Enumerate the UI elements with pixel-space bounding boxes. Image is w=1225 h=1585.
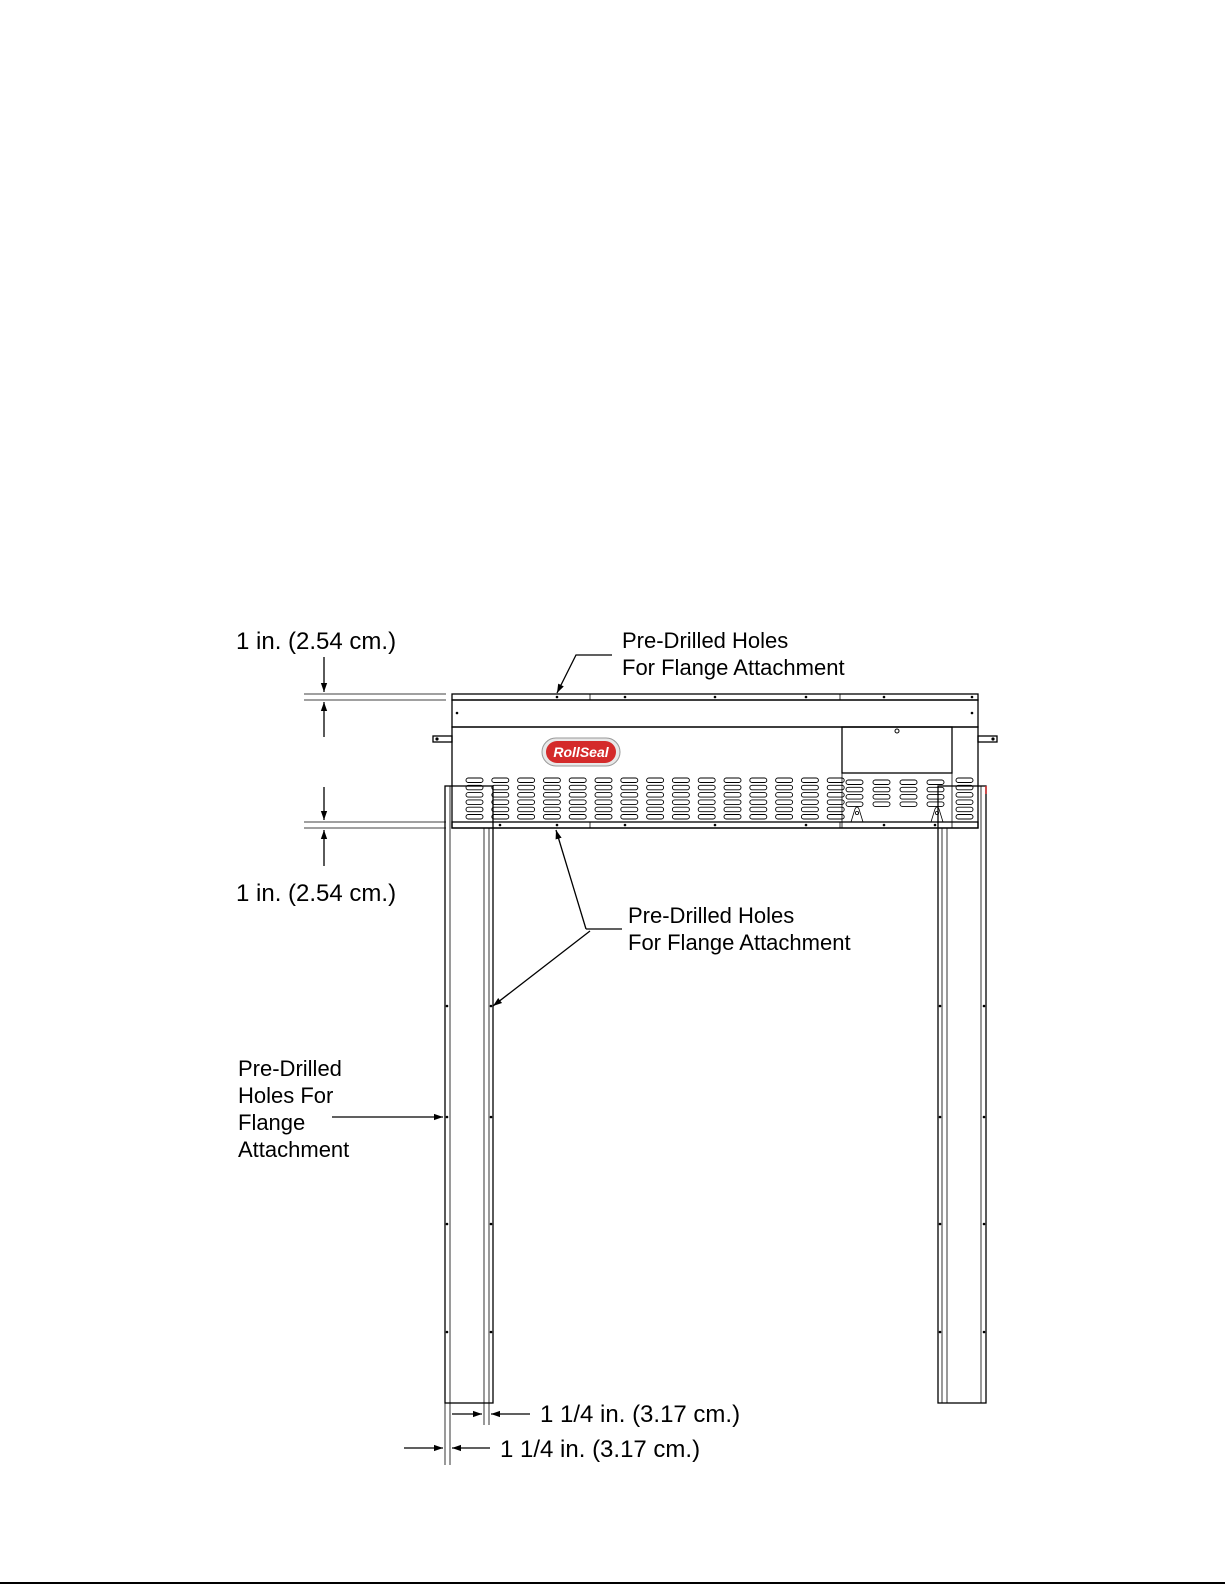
louver-slot <box>595 800 612 805</box>
hole-dot <box>446 1116 449 1119</box>
louver-slot <box>595 815 612 820</box>
louver-slot <box>698 815 715 820</box>
louver-slot <box>927 787 944 792</box>
outer-flange-dimension <box>404 1436 700 1463</box>
louver-slot <box>466 800 483 805</box>
louver-slot <box>492 778 509 783</box>
louver-slot <box>672 785 689 790</box>
left-callout <box>238 1056 443 1162</box>
hole-dot <box>939 1331 942 1334</box>
louver-slot <box>672 807 689 812</box>
louver-slot <box>776 815 793 820</box>
louver-slot <box>776 793 793 798</box>
top-dimension <box>236 628 446 737</box>
hole-dot <box>939 1005 942 1008</box>
louver-slot <box>492 815 509 820</box>
left-callout-line-2: Holes For <box>238 1083 334 1108</box>
louver-slot <box>724 807 741 812</box>
louver-slot <box>776 800 793 805</box>
pre-drilled-hole-dots <box>446 696 986 1334</box>
hole-dot <box>939 1116 942 1119</box>
louver-slot <box>621 785 638 790</box>
hole-dot <box>939 1223 942 1226</box>
louver-slot <box>801 800 818 805</box>
louver-slot <box>801 807 818 812</box>
louver-slot <box>569 800 586 805</box>
louver-slot <box>569 815 586 820</box>
louver-slot <box>518 778 535 783</box>
louver-slot <box>927 780 944 785</box>
middle-callout-line-1: Pre-Drilled Holes <box>628 903 795 928</box>
louver-slot <box>543 793 560 798</box>
louver-slot <box>595 807 612 812</box>
cable-clip-left <box>851 807 863 822</box>
left-callout-line-3: Flange <box>238 1110 306 1135</box>
louver-slot <box>647 807 664 812</box>
louver-slot <box>569 778 586 783</box>
svg-text:RollSeal: RollSeal <box>553 744 609 760</box>
top-callout-line-1: Pre-Drilled Holes <box>622 628 789 653</box>
louver-slot <box>900 780 917 785</box>
right-louver-column <box>956 778 973 819</box>
hole-dot <box>490 1005 493 1008</box>
louver-slot <box>956 807 973 812</box>
louver-slot <box>569 793 586 798</box>
hole-dot <box>446 1005 449 1008</box>
louver-slot <box>595 793 612 798</box>
louver-slot <box>801 785 818 790</box>
louver-slot <box>846 802 863 807</box>
louver-slot <box>698 800 715 805</box>
louver-slot <box>900 787 917 792</box>
louver-slot <box>698 793 715 798</box>
hole-dot <box>456 712 459 715</box>
bottom-dimension-label: 1 in. (2.54 cm.) <box>236 880 397 907</box>
louver-slot <box>801 793 818 798</box>
louver-slot <box>672 815 689 820</box>
hole-dot <box>499 824 502 827</box>
louver-slot <box>621 778 638 783</box>
louver-slot <box>543 785 560 790</box>
louver-slot <box>724 800 741 805</box>
louver-slot <box>621 815 638 820</box>
louver-slot <box>724 785 741 790</box>
louver-slot <box>956 800 973 805</box>
hole-dot <box>805 824 808 827</box>
middle-callout-line-2: For Flange Attachment <box>628 930 851 955</box>
hole-dot <box>983 1223 986 1226</box>
louver-slot <box>672 778 689 783</box>
louver-slot <box>750 793 767 798</box>
control-box-louvers <box>846 780 944 806</box>
top-dimension-label: 1 in. (2.54 cm.) <box>236 628 397 655</box>
louver-slot <box>750 815 767 820</box>
top-callout-line-2: For Flange Attachment <box>622 655 845 680</box>
louver-slot <box>846 795 863 800</box>
rollseal-logo <box>542 738 620 766</box>
louver-slot <box>672 793 689 798</box>
louver-slot <box>698 785 715 790</box>
louver-slot <box>621 793 638 798</box>
louver-slot <box>466 807 483 812</box>
hole-dot <box>983 1331 986 1334</box>
louver-slot <box>647 778 664 783</box>
left-callout-line-4: Attachment <box>238 1137 350 1162</box>
louver-slot <box>956 778 973 783</box>
louver-slot <box>647 785 664 790</box>
hole-dot <box>446 1223 449 1226</box>
louver-slot <box>466 815 483 820</box>
right-bracket <box>978 736 997 742</box>
bottom-dimension <box>236 787 446 907</box>
louver-slot <box>569 807 586 812</box>
louver-slot <box>900 795 917 800</box>
hole-dot <box>883 696 886 699</box>
louver-slot <box>724 793 741 798</box>
louver-slot <box>647 793 664 798</box>
hole-dot <box>490 1223 493 1226</box>
louver-slot <box>492 785 509 790</box>
louver-slot <box>956 793 973 798</box>
louver-slot <box>518 807 535 812</box>
louver-slot <box>927 802 944 807</box>
louver-slot <box>543 807 560 812</box>
louver-slot <box>873 787 890 792</box>
hole-dot <box>934 824 937 827</box>
louver-slot <box>724 778 741 783</box>
cable-clip-right <box>931 807 943 822</box>
hole-dot <box>805 696 808 699</box>
louver-slot <box>621 807 638 812</box>
louver-slot <box>466 778 483 783</box>
louver-slot <box>595 778 612 783</box>
louver-slot <box>927 795 944 800</box>
page-bottom-rule <box>0 1582 1225 1584</box>
louver-slot <box>595 785 612 790</box>
hole-dot <box>624 824 627 827</box>
louver-slot <box>569 785 586 790</box>
louver-slot <box>776 778 793 783</box>
louver-slot <box>543 778 560 783</box>
middle-callout <box>493 830 851 1006</box>
louver-slot <box>492 807 509 812</box>
louver-slot <box>956 815 973 820</box>
hole-dot <box>883 824 886 827</box>
header-hood <box>433 694 997 1333</box>
hole-dot <box>971 712 974 715</box>
louver-slot <box>518 793 535 798</box>
louver-slot <box>900 802 917 807</box>
hole-dot <box>714 824 717 827</box>
hole-dot <box>490 1331 493 1334</box>
louver-slot <box>672 800 689 805</box>
louver-slot <box>621 800 638 805</box>
hole-dot <box>624 696 627 699</box>
louver-slot <box>492 793 509 798</box>
outer-flange-label: 1 1/4 in. (3.17 cm.) <box>500 1436 701 1463</box>
hole-dot <box>983 1005 986 1008</box>
left-side-rail <box>445 786 493 1403</box>
louver-slot <box>776 807 793 812</box>
louver-slot <box>750 785 767 790</box>
left-callout-line-1: Pre-Drilled <box>238 1056 342 1081</box>
louver-slot <box>873 795 890 800</box>
louver-slot <box>750 807 767 812</box>
louver-slot <box>647 815 664 820</box>
louver-slot <box>518 785 535 790</box>
louver-slot <box>518 800 535 805</box>
louver-slot <box>801 778 818 783</box>
louver-slot <box>543 800 560 805</box>
hole-dot <box>714 696 717 699</box>
inner-flange-label: 1 1/4 in. (3.17 cm.) <box>540 1401 741 1428</box>
right-side-rail <box>938 786 986 1403</box>
louver-slot <box>873 802 890 807</box>
louver-slot <box>466 793 483 798</box>
louver-slot <box>873 780 890 785</box>
louver-slot <box>750 800 767 805</box>
louver-slot <box>698 778 715 783</box>
hole-dot <box>983 1116 986 1119</box>
hole-dot <box>490 1116 493 1119</box>
louver-slot <box>724 815 741 820</box>
louver-slot <box>776 785 793 790</box>
louver-slot <box>543 815 560 820</box>
hole-dot <box>971 696 974 699</box>
louver-slot <box>647 800 664 805</box>
louver-slot <box>698 807 715 812</box>
louver-slot <box>750 778 767 783</box>
louver-grid <box>466 778 844 819</box>
hole-dot <box>556 824 559 827</box>
hole-dot <box>446 1331 449 1334</box>
louver-slot <box>801 815 818 820</box>
top-callout <box>557 628 845 693</box>
louver-slot <box>846 787 863 792</box>
hole-dot <box>556 696 559 699</box>
louver-slot <box>846 780 863 785</box>
louver-slot <box>492 800 509 805</box>
left-bracket <box>433 736 452 742</box>
louver-slot <box>518 815 535 820</box>
